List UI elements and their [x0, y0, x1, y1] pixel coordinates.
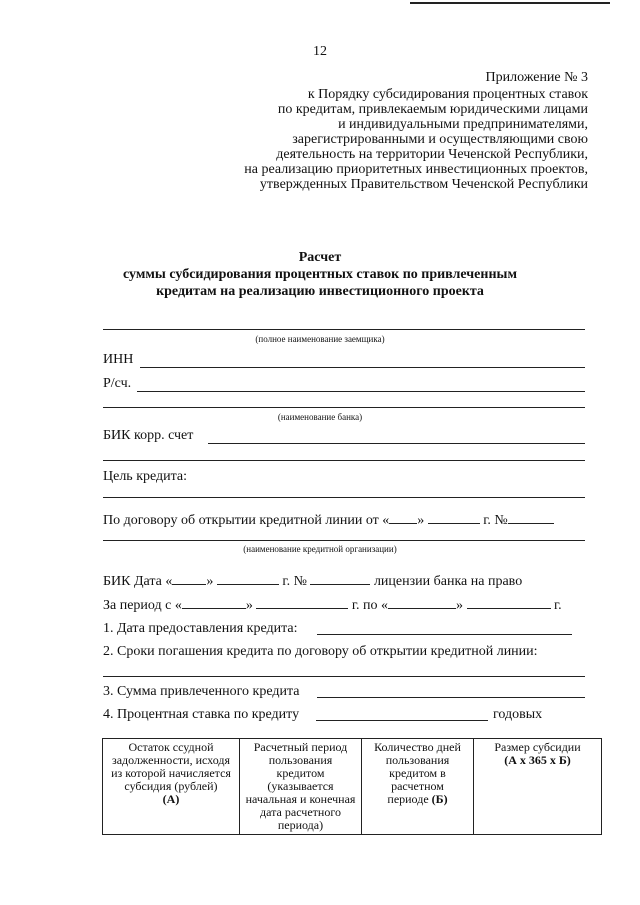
appendix-line: к Порядку субсидирования процентных ставок [307, 87, 588, 102]
appendix-title: Приложение № 3 [485, 70, 588, 85]
bik-date-row [103, 572, 522, 590]
table-header-balance [103, 739, 240, 835]
contract-day-field[interactable] [389, 511, 417, 524]
header-text: расчетном [391, 779, 444, 793]
header-text: периода) [277, 818, 324, 832]
bik-field[interactable] [208, 443, 585, 444]
inn-label: ИНН [103, 352, 134, 367]
appendix-line: и индивидуальными предпринимателями, [338, 117, 588, 132]
bank-name-field[interactable] [103, 407, 585, 408]
contract-month-field[interactable] [428, 511, 480, 524]
account-label: Р/сч. [103, 376, 132, 391]
purpose-field[interactable] [103, 497, 585, 498]
subsidy-table [102, 738, 602, 835]
header-text: Остаток ссудной [128, 740, 214, 754]
header-code-b: (Б) [431, 792, 448, 806]
period-prefix: За период с « [103, 598, 182, 613]
top-rule [410, 2, 610, 4]
contract-prefix: По договору об открытии кредитной линии от « [103, 513, 390, 528]
period-end-month-field[interactable] [467, 596, 551, 609]
contract-number-field[interactable] [508, 511, 554, 524]
bik-number-field[interactable] [310, 572, 370, 585]
header-text: начальная и конечная [245, 792, 356, 806]
bik-extra-field[interactable] [103, 460, 585, 461]
bik-month-field[interactable] [217, 572, 279, 585]
interest-rate-field[interactable] [316, 720, 488, 721]
header-text: задолженности, исходя [111, 753, 230, 767]
heading-subtitle: суммы субсидирования процентных ставок по привлеченным [123, 267, 517, 282]
table-header-days [362, 739, 474, 835]
header-text: пользования [268, 753, 333, 767]
period-by: г. по « [351, 598, 389, 613]
header-text: Размер субсидии [494, 740, 581, 754]
appendix-line: утвержденных Правительством Чеченской Республики [259, 177, 588, 192]
header-text: субсидия (рублей) [124, 779, 218, 793]
credit-date-field[interactable] [317, 634, 572, 635]
repayment-terms-field[interactable] [103, 676, 585, 677]
period-end-day-field[interactable] [388, 596, 456, 609]
period-row [103, 596, 562, 614]
period-start-day-field[interactable] [182, 596, 246, 609]
appendix-line: зарегистрированными и осуществляющими свою [292, 132, 588, 147]
bik-day-field[interactable] [172, 572, 206, 585]
heading-subtitle-2: кредитам на реализацию инвестиционного проекта [156, 284, 484, 299]
header-text: пользования [385, 753, 450, 767]
header-text: (указывается [267, 779, 334, 793]
credit-org-field[interactable] [103, 540, 585, 541]
period-mid2: » [456, 598, 464, 613]
table-header-period [240, 739, 362, 835]
header-formula: (А х 365 х Б) [504, 753, 571, 767]
contract-mid: » [417, 513, 425, 528]
item-1-label: 1. Дата предоставления кредита: [103, 621, 298, 636]
item-4-suffix: годовых [493, 707, 543, 722]
inn-field[interactable] [140, 367, 585, 368]
borrower-name-field[interactable] [103, 329, 585, 330]
item-3-label: 3. Сумма привлеченного кредита [103, 684, 300, 699]
header-text [365, 793, 470, 806]
heading-title: Расчет [298, 250, 342, 265]
header-text: дата расчетного [260, 805, 341, 819]
period-start-month-field[interactable] [256, 596, 348, 609]
header-text: кредитом [276, 766, 325, 780]
period-end: г. [554, 598, 562, 613]
header-text: периоде [387, 792, 432, 806]
caption-borrower: (полное наименование заемщика) [255, 334, 385, 344]
bik-label: БИК корр. счет [103, 428, 194, 443]
table-header-subsidy [474, 739, 602, 835]
contract-year: г. № [483, 513, 508, 528]
license-label: лицензии банка на право [373, 574, 523, 589]
bik-date-mid: » [206, 574, 214, 589]
appendix-block [168, 70, 588, 192]
page-number: 12 [313, 44, 327, 59]
header-text: Расчетный период [253, 740, 348, 754]
appendix-line: по кредитам, привлекаемым юридическими лицами [277, 102, 588, 117]
bik-date-prefix: БИК Дата « [103, 574, 173, 589]
item-2-label: 2. Сроки погашения кредита по договору об открытии кредитной линии: [103, 644, 538, 659]
table-row [103, 739, 602, 835]
period-mid1: » [245, 598, 253, 613]
header-text: из которой начисляется [111, 766, 231, 780]
header-text: кредитом в [389, 766, 446, 780]
header-text: Количество дней [374, 740, 461, 754]
account-field[interactable] [137, 391, 585, 392]
credit-amount-field[interactable] [317, 697, 585, 698]
bik-date-year: г. № [282, 574, 307, 589]
caption-bank: (наименование банка) [277, 412, 363, 422]
appendix-line: на реализацию приоритетных инвестиционных проектов, [244, 162, 588, 177]
appendix-line: деятельность на территории Чеченской Республики, [276, 147, 588, 162]
purpose-label: Цель кредита: [103, 469, 188, 484]
contract-row [103, 511, 554, 529]
header-code-a: (А) [162, 792, 180, 806]
item-4-label: 4. Процентная ставка по кредиту [103, 707, 300, 722]
caption-credit-org: (наименование кредитной организации) [243, 544, 397, 554]
